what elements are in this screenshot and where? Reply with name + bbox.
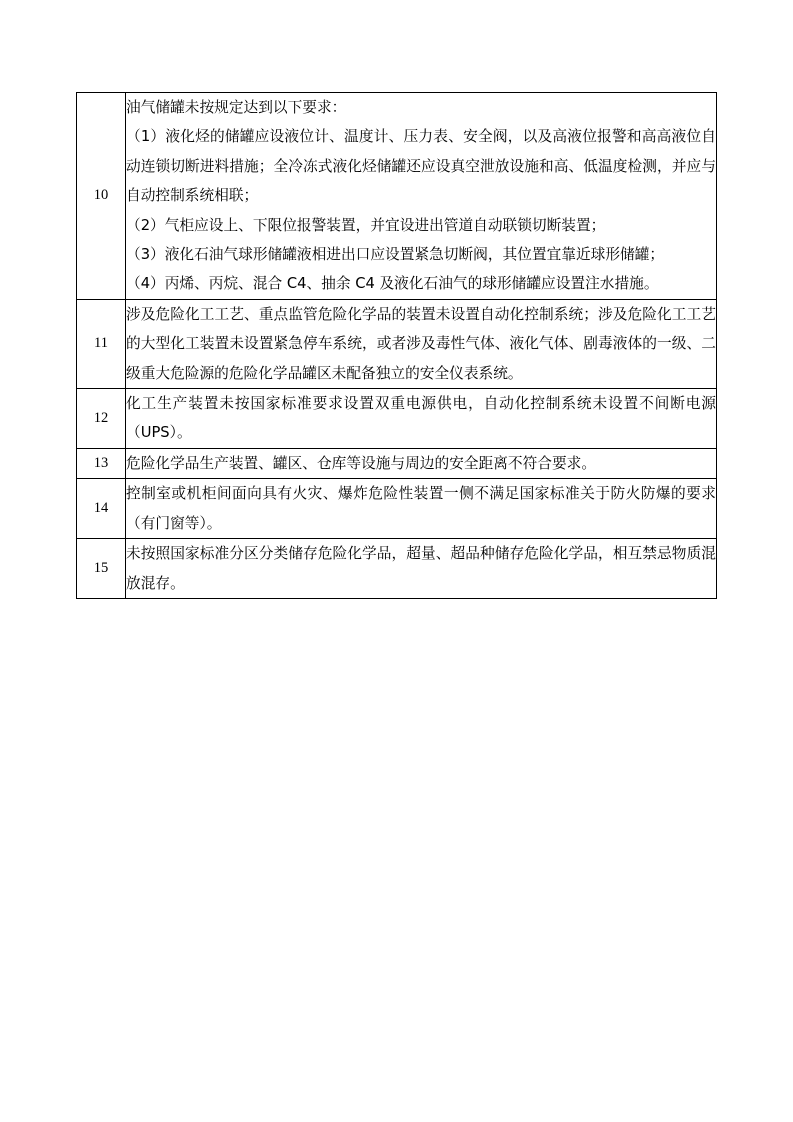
- paragraph: 涉及危险化工工艺、重点监管危险化学品的装置未设置自动化控制系统；涉及危险化工工艺的大型化工装置未设置紧急停车系统，或者涉及毒性气体、液化气体、剧毒液体的一级、二级重大危险源的危险化学品罐区未配备独立的安全仪表系统。: [126, 305, 716, 382]
- paragraph: （3）液化石油气球形储罐液相进出口应设置紧急切断阀，其位置宜靠近球形储罐；: [126, 246, 665, 264]
- row-content-cell: [126, 299, 717, 388]
- paragraph: 危险化学品生产装置、罐区、仓库等设施与周边的安全距离不符合要求。: [126, 454, 597, 472]
- paragraph: （1）液化烃的储罐应设液位计、温度计、压力表、安全阀，以及高液位报警和高高液位自动连锁切断进料措施；全冷冻式液化烃储罐还应设真空泄放设施和高、低温度检测，并应与自动控制系统相联；: [126, 128, 716, 205]
- row-content-cell: [126, 448, 717, 478]
- hazard-items-table: [76, 92, 717, 599]
- table-row: [77, 299, 717, 388]
- table-row: [77, 389, 717, 449]
- table-body: [77, 93, 717, 599]
- row-number-cell: 15: [77, 539, 126, 599]
- paragraph: 未按照国家标准分区分类储存危险化学品，超量、超品种储存危险化学品，相互禁忌物质混放混存。: [126, 545, 716, 592]
- paragraph: 油气储罐未按规定达到以下要求：: [126, 99, 347, 116]
- table-row: [77, 93, 717, 300]
- table-row: [77, 539, 717, 599]
- row-content-cell: [126, 389, 717, 449]
- paragraph: （4）丙烯、丙烷、混合 C4、抽余 C4 及液化石油气的球形储罐应设置注水措施。: [126, 275, 659, 293]
- table-row: [77, 448, 717, 478]
- row-number-cell: 11: [77, 299, 126, 388]
- paragraph: （2）气柜应设上、下限位报警装置，并宜设进出管道自动联锁切断装置；: [126, 216, 606, 234]
- row-content-cell: [126, 539, 717, 599]
- table-row: [77, 479, 717, 539]
- row-content-cell: [126, 479, 717, 539]
- row-content-cell: [126, 93, 717, 300]
- row-number-cell: 14: [77, 479, 126, 539]
- row-number-cell: 12: [77, 389, 126, 449]
- paragraph: 化工生产装置未按国家标准要求设置双重电源供电，自动化控制系统未设置不间断电源（UPS）。: [126, 395, 716, 442]
- row-number-cell: 10: [77, 93, 126, 300]
- row-number-cell: 13: [77, 448, 126, 478]
- paragraph: 控制室或机柜间面向具有火灾、爆炸危险性装置一侧不满足国家标准关于防火防爆的要求（有门窗等）。: [126, 485, 716, 532]
